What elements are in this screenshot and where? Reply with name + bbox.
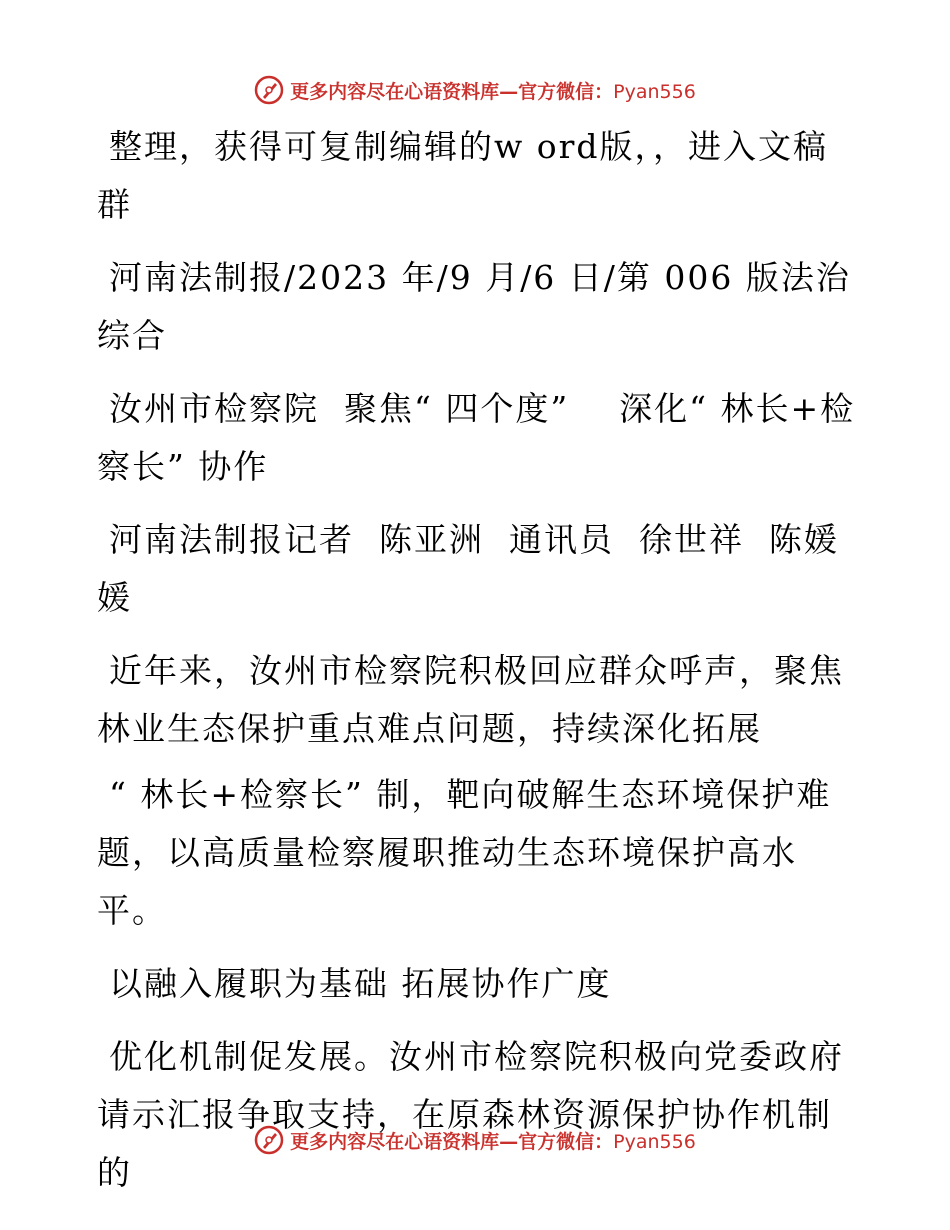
watermark-wechat-id: Pyan556 (613, 1130, 696, 1153)
paragraph-note: 整理，获得可复制编辑的w ord版，，进入文稿群 (97, 127, 829, 224)
document-body (97, 118, 857, 1217)
footer-watermark (0, 1120, 950, 1160)
paragraph-body: “ 林长+检察长” 制，靶向破解生态环境保护难题，以高质量检察履职推动生态环境保护高水平。 (97, 775, 832, 930)
paragraph-source: 河南法制报/2023 年/9 月/6 日/第 006 版法治综合 (97, 258, 851, 355)
paragraph-body: 近年来，汝州市检察院积极回应群众呼声，聚焦林业生态保护重点难点问题，持续深化拓展 (97, 651, 844, 748)
watermark-label: 更多内容尽在心语资料库—官方微信： (290, 80, 614, 103)
paragraph-byline: 河南法制报记者 陈亚洲 通讯员 徐世祥 陈媛媛 (97, 520, 839, 617)
watermark-text (290, 1127, 696, 1154)
watermark-text (290, 77, 696, 104)
quill-seal-icon (254, 1125, 284, 1155)
watermark-wechat-id: Pyan556 (613, 80, 696, 103)
paragraph-subheading: 以融入履职为基础 拓展协作广度 (109, 964, 612, 1003)
paragraph-headline: 汝州市检察院 聚焦“ 四个度” 深化“ 林长+检察长” 协作 (97, 389, 856, 486)
paragraph-body: 优化机制促发展。汝州市检察院积极向党委政府请示汇报争取支持，在原森林资源保护协作机制的 (97, 1037, 844, 1192)
quill-seal-icon (254, 75, 284, 105)
header-watermark (0, 70, 950, 110)
watermark-label: 更多内容尽在心语资料库—官方微信： (290, 1130, 614, 1153)
